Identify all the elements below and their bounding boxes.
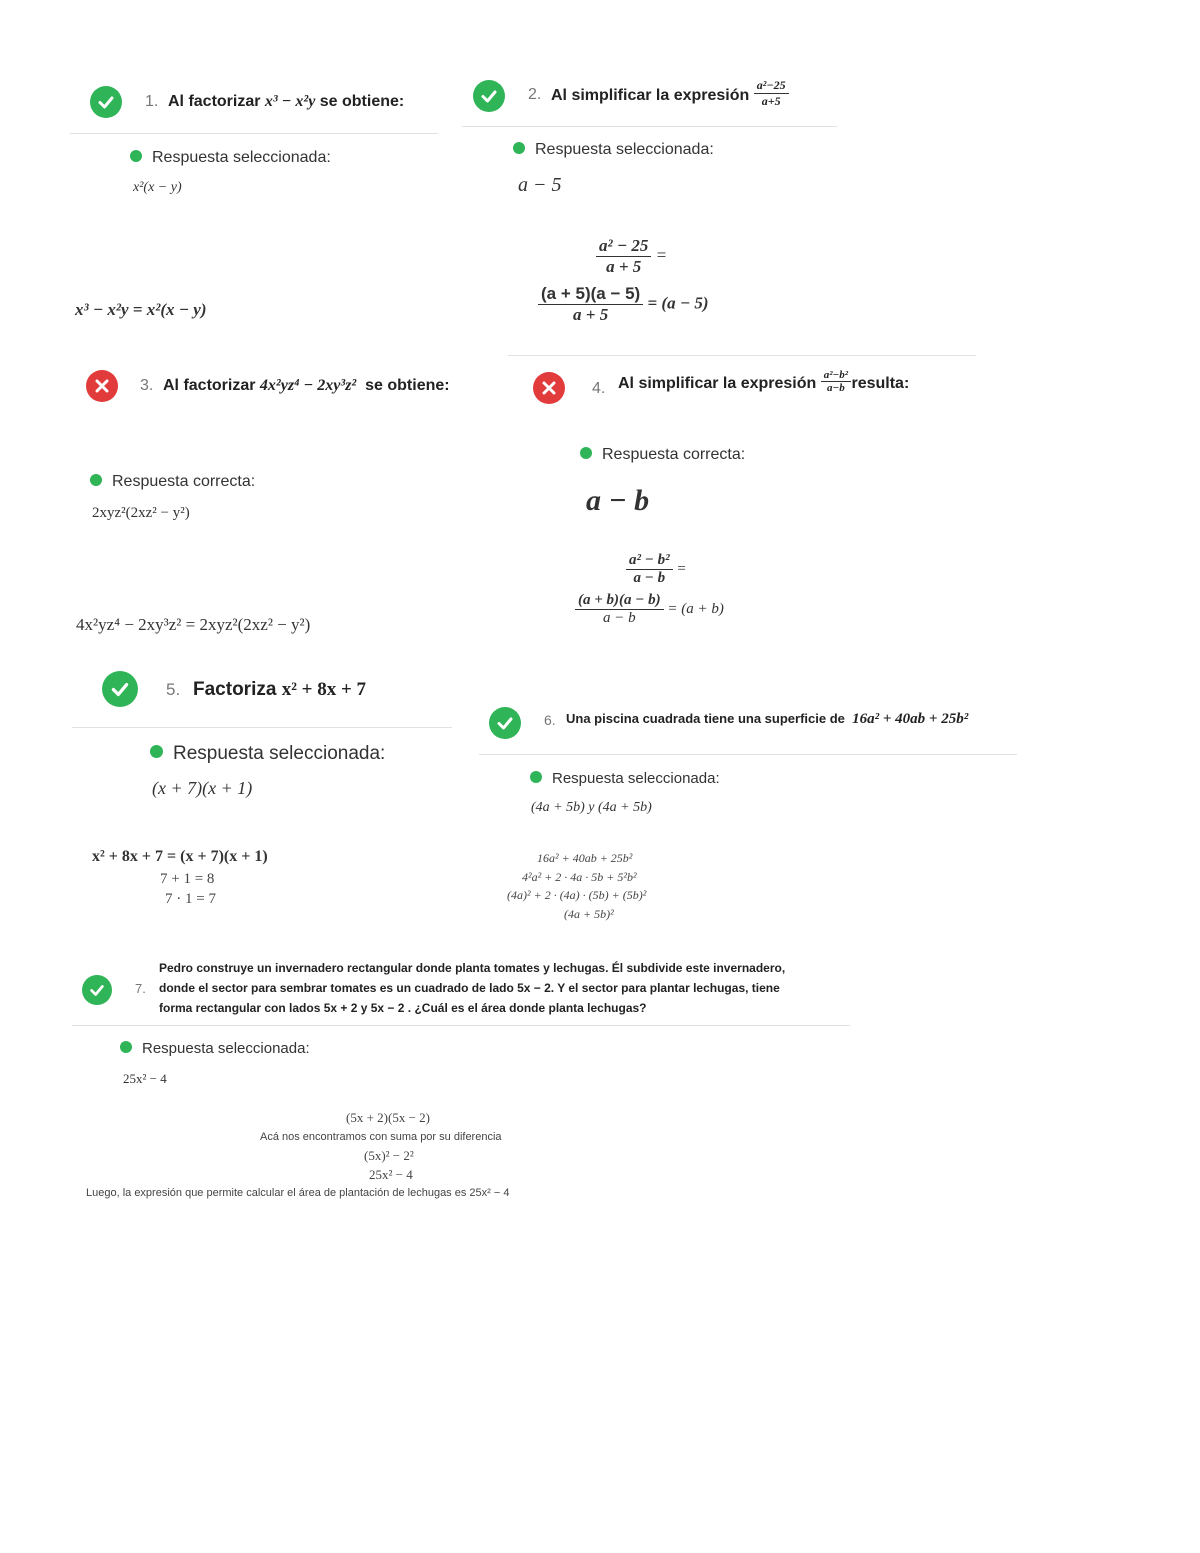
solution-step: (4a + 5b)² <box>564 907 614 921</box>
question-number: 1. <box>145 93 159 110</box>
question-expression: 4x²yz⁴ − 2xy³z² <box>259 377 357 394</box>
question-number: 6. <box>544 712 556 728</box>
question-text <box>168 93 404 111</box>
label-text: Respuesta seleccionada: <box>552 770 720 787</box>
question-suffix: se obtiene: <box>319 93 405 110</box>
status-dot-icon <box>90 474 102 486</box>
status-dot-icon <box>530 771 542 783</box>
selected-answer-label <box>530 770 720 787</box>
question-line: donde el sector para sembrar tomates es un cuadrado de lado 5x − 2. Y el sector para plantar lechugas, tiene <box>159 981 780 995</box>
solution-step: (4a)² + 2 · (4a) · (5b) + (5b)² <box>507 888 647 902</box>
divider <box>462 126 837 127</box>
solution-step: 16a² + 40ab + 25b² <box>537 851 633 865</box>
question-expression: 16a² + 40ab + 25b² <box>852 711 969 727</box>
question-number: 4. <box>592 380 606 397</box>
solution-fraction <box>596 236 651 277</box>
incorrect-cross-icon <box>86 370 118 402</box>
question-fraction <box>821 369 851 394</box>
answer-value: (x + 7)(x + 1) <box>152 778 253 798</box>
correct-check-icon <box>90 86 122 118</box>
question-text <box>159 958 839 1018</box>
question-suffix: resulta: <box>851 374 910 392</box>
fraction-numerator: a²−25 <box>754 78 789 94</box>
divider <box>72 1025 850 1026</box>
question-prompt: Factoriza <box>193 679 277 700</box>
solution-step: 4x²yz⁴ − 2xy³z² = 2xyz²(2xz² − y²) <box>76 615 311 634</box>
answer-value: x²(x − y) <box>133 180 182 195</box>
fraction-numerator: (a + b)(a − b) <box>575 592 664 610</box>
equals-sign: = <box>655 245 668 265</box>
solution-step: 25x² − 4 <box>369 1167 413 1182</box>
fraction-numerator: a² − b² <box>626 552 673 570</box>
question-text <box>618 369 909 394</box>
solution-fraction <box>626 552 673 587</box>
status-dot-icon <box>513 142 525 154</box>
solution-step: x³ − x²y = x²(x − y) <box>75 300 207 319</box>
question-prompt: Al simplificar la expresión <box>618 374 817 392</box>
correct-check-icon <box>489 707 521 739</box>
label-text: Respuesta seleccionada: <box>152 149 331 166</box>
fraction-denominator: a − b <box>603 610 636 626</box>
solution-result: = (a + b) <box>667 600 724 617</box>
solution-step <box>626 552 686 587</box>
solution-step: (5x)² − 2² <box>364 1148 414 1163</box>
question-prompt: Al simplificar la expresión <box>551 86 750 104</box>
correct-check-icon <box>102 671 138 707</box>
fraction-denominator: a + 5 <box>606 257 642 276</box>
solution-step: 7 + 1 = 8 <box>160 871 215 887</box>
selected-answer-label <box>150 743 385 765</box>
label-text: Respuesta correcta: <box>112 473 256 490</box>
answer-value: 2xyz²(2xz² − y²) <box>92 505 190 521</box>
correct-answer-label <box>90 473 255 491</box>
label-text: Respuesta seleccionada: <box>142 1040 310 1057</box>
label-text: Respuesta seleccionada: <box>535 141 714 158</box>
selected-answer-label <box>120 1040 310 1057</box>
question-number: 2. <box>528 86 542 103</box>
fraction-denominator: a−b <box>827 382 845 394</box>
solution-fraction <box>538 284 643 325</box>
question-number: 5. <box>166 680 181 699</box>
question-text <box>566 711 968 728</box>
question-line: forma rectangular con lados 5x + 2 y 5x − 2 . ¿Cuál es el área donde planta lechugas? <box>159 1001 647 1015</box>
question-suffix: se obtiene: <box>365 377 450 394</box>
status-dot-icon <box>120 1041 132 1053</box>
status-dot-icon <box>130 150 142 162</box>
solution-step: 7 · 1 = 7 <box>165 891 216 907</box>
question-prompt: Al factorizar <box>163 377 256 394</box>
solution-fraction <box>575 592 664 627</box>
fraction-denominator: a + 5 <box>573 305 609 324</box>
incorrect-cross-icon <box>533 372 565 404</box>
answer-value: a − 5 <box>518 174 562 196</box>
fraction-denominator: a − b <box>633 570 666 586</box>
answer-value: (4a + 5b) y (4a + 5b) <box>531 800 652 815</box>
fraction-numerator: (a + 5)(a − 5) <box>538 284 643 305</box>
selected-answer-label <box>513 141 714 159</box>
solution-step: x² + 8x + 7 = (x + 7)(x + 1) <box>92 848 268 865</box>
correct-answer-label <box>580 446 745 464</box>
correct-check-icon <box>473 80 505 112</box>
solution-step: (5x + 2)(5x − 2) <box>346 1110 430 1125</box>
question-text <box>163 377 450 395</box>
question-fraction <box>754 78 789 109</box>
question-prompt: Una piscina cuadrada tiene una superficie de <box>566 711 845 726</box>
question-text <box>551 78 789 109</box>
question-text <box>193 679 366 701</box>
question-prompt: Al factorizar <box>168 93 261 110</box>
divider <box>508 355 976 356</box>
solution-step: Acá nos encontramos con suma por su diferencia <box>260 1131 502 1143</box>
fraction-numerator: a²−b² <box>821 369 851 382</box>
status-dot-icon <box>580 447 592 459</box>
answer-value: 25x² − 4 <box>123 1071 167 1086</box>
label-text: Respuesta correcta: <box>602 446 746 463</box>
fraction-denominator: a+5 <box>761 94 781 108</box>
divider <box>72 727 452 728</box>
question-line: Pedro construye un invernadero rectangular donde planta tomates y lechugas. Él subdivide este invernadero, <box>159 961 786 975</box>
answer-value: a − b <box>586 484 650 517</box>
equals-sign: = <box>676 560 687 577</box>
correct-check-icon <box>82 975 112 1005</box>
solution-step: 4²a² + 2 · 4a · 5b + 5²b² <box>522 870 637 884</box>
question-number: 7. <box>135 981 146 996</box>
question-number: 3. <box>140 377 154 394</box>
status-dot-icon <box>150 745 163 758</box>
solution-conclusion: Luego, la expresión que permite calcular el área de plantación de lechugas es 25x² − 4 <box>86 1187 510 1199</box>
solution-step <box>538 284 709 325</box>
divider <box>70 133 438 134</box>
label-text: Respuesta seleccionada: <box>173 743 386 764</box>
question-expression: x² + 8x + 7 <box>281 679 367 700</box>
solution-step <box>575 592 724 627</box>
divider <box>479 754 1017 755</box>
solution-result: = (a − 5) <box>647 293 709 313</box>
selected-answer-label <box>130 149 331 167</box>
fraction-numerator: a² − 25 <box>596 236 651 257</box>
solution-step <box>596 236 667 277</box>
question-expression: x³ − x²y <box>264 93 316 110</box>
